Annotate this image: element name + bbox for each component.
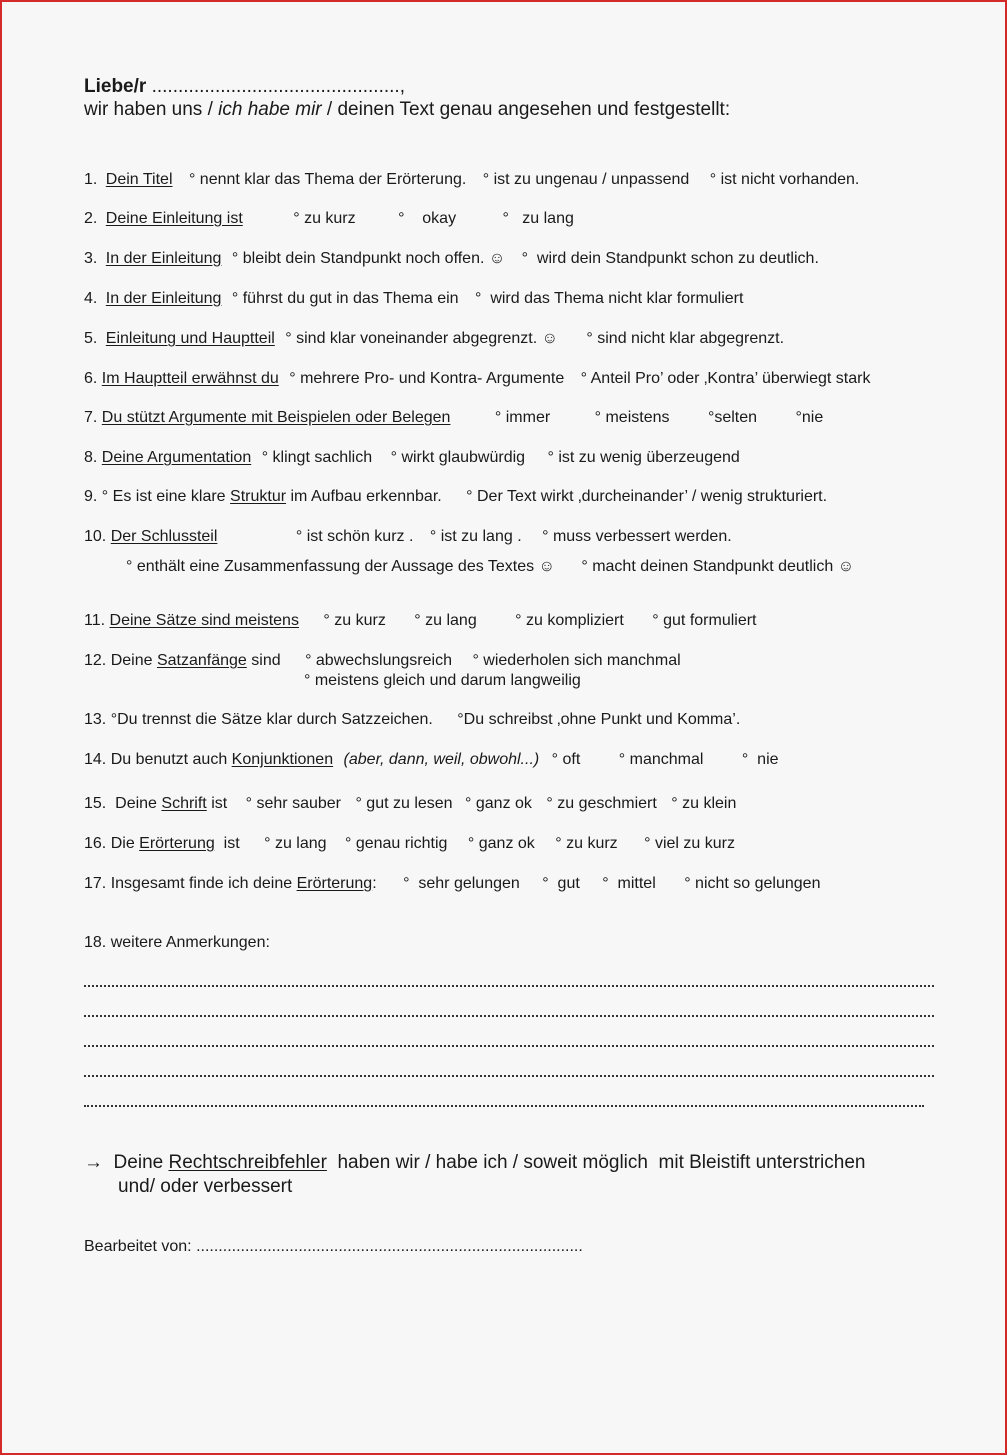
intro-part-c: / deinen Text genau angesehen und festgestellt: (321, 99, 731, 120)
item-number: 2. (84, 210, 98, 227)
option[interactable]: ° zu kurz (293, 210, 356, 227)
option[interactable]: ° Anteil Pro’ oder ‚Kontra’ überwiegt stark (580, 370, 871, 387)
item-number: 5. (84, 330, 98, 347)
item-text: Du benutzt auch (110, 751, 232, 768)
item-examples: (aber, dann, weil, obwohl...) (343, 751, 540, 768)
option[interactable]: ° wird das Thema nicht klar formuliert (475, 290, 744, 307)
option[interactable]: ° manchmal (618, 751, 704, 768)
item-10-continued (126, 557, 854, 577)
item-12-continued (304, 671, 581, 691)
item-number: 14. (84, 751, 107, 768)
item-label: Du stützt Argumente mit Beispielen oder Belegen (101, 409, 451, 426)
intro-part-b: ich habe mir (218, 99, 322, 120)
option[interactable]: ° okay (398, 210, 457, 227)
item-number: 15. (84, 795, 107, 812)
option[interactable]: ° ist nicht vorhanden. (709, 171, 860, 188)
item-15 (84, 794, 736, 814)
option[interactable]: ° mehrere Pro- und Kontra- Argumente (289, 370, 565, 387)
option[interactable]: ° führst du gut in das Thema ein (231, 290, 459, 307)
note-text: Deine (103, 1152, 169, 1173)
item-text: ist (214, 835, 240, 852)
greeting-name-blank[interactable]: ..............................................., (151, 76, 405, 97)
item-number: 11. (84, 612, 106, 629)
item-11 (84, 611, 757, 631)
option[interactable]: ° muss verbessert werden. (542, 528, 732, 545)
option[interactable]: ° ist zu ungenau / unpassend (482, 171, 690, 188)
option[interactable]: °Du trennst die Sätze klar durch Satzzeichen. (110, 711, 433, 728)
note-text: haben wir / habe ich / soweit möglich mit Bleistift unterstrichen (326, 1152, 866, 1173)
option[interactable]: ° ist zu lang . (429, 528, 522, 545)
item-number: 6. (84, 370, 98, 387)
option[interactable]: ° wiederholen sich manchmal (472, 652, 681, 669)
item-text: Deine (110, 652, 157, 669)
option[interactable]: ° immer (494, 409, 551, 426)
arrow-icon: → (84, 1152, 103, 1173)
option[interactable]: ° gut zu lesen (355, 795, 453, 812)
item-5 (84, 329, 784, 349)
item-text: Deine (110, 795, 162, 812)
item-2 (84, 209, 574, 229)
option[interactable]: ° enthält eine Zusammenfassung der Aussage des Textes ☺ (126, 558, 555, 575)
item-number: 3. (84, 250, 98, 267)
item-label: Einleitung und Hauptteil (105, 330, 275, 347)
option[interactable]: ° zu kompliziert (515, 612, 624, 629)
item-number: 10. (84, 528, 107, 545)
option[interactable]: ° gut (542, 875, 580, 892)
worksheet-header (84, 76, 964, 122)
greeting-salutation: Liebe/r (84, 76, 147, 97)
item-label: Erörterung (296, 875, 373, 892)
option[interactable]: ° sehr gelungen (403, 875, 520, 892)
option[interactable]: °selten (707, 409, 758, 426)
note-label: Rechtschreibfehler (168, 1152, 327, 1173)
item-number: 16. (84, 835, 107, 852)
item-9 (84, 487, 827, 507)
item-3 (84, 249, 819, 269)
option[interactable]: ° wird dein Standpunkt schon zu deutlich. (521, 250, 819, 267)
editor-footer (84, 1238, 583, 1256)
option[interactable]: ° nennt klar das Thema der Erörterung. (188, 171, 467, 188)
option[interactable]: ° ganz ok (465, 795, 532, 812)
item-number: 8. (84, 449, 98, 466)
option[interactable]: ° abwechslungsreich (305, 652, 452, 669)
remarks-line-4[interactable] (84, 1073, 934, 1077)
item-label: Im Hauptteil erwähnst du (101, 370, 279, 387)
option[interactable]: ° nie (741, 751, 779, 768)
note-text-line2: und/ oder verbessert (118, 1176, 293, 1197)
remarks-line-1[interactable] (84, 983, 934, 987)
option[interactable]: ° wirkt glaubwürdig (390, 449, 526, 466)
item-label: Deine Sätze sind meistens (109, 612, 299, 629)
option[interactable]: ° zu lang (502, 210, 574, 227)
option[interactable]: °nie (795, 409, 824, 426)
option[interactable]: ° mittel (602, 875, 656, 892)
item-text: : (372, 875, 377, 892)
option[interactable]: ° genau richtig (344, 835, 448, 852)
item-number: 18. (84, 934, 107, 951)
item-number: 13. (84, 711, 107, 728)
intro-line (84, 98, 964, 122)
item-label: Deine Argumentation (101, 449, 252, 466)
item-number: 4. (84, 290, 98, 307)
item-number: 1. (84, 171, 98, 188)
item-label: Dein Titel (105, 171, 173, 188)
item-16 (84, 834, 735, 854)
option[interactable]: ° klingt sachlich (261, 449, 373, 466)
item-14 (84, 750, 779, 770)
option[interactable]: ° viel zu kurz (644, 835, 735, 852)
item-label: weitere Anmerkungen: (110, 934, 270, 951)
item-13 (84, 710, 740, 730)
item-text: sind (246, 652, 281, 669)
footer-label: Bearbeitet von: (84, 1238, 197, 1255)
item-10 (84, 527, 732, 547)
spelling-note (84, 1151, 944, 1199)
option[interactable]: ° meistens gleich und darum langweilig (304, 672, 581, 689)
item-number: 9. (84, 488, 98, 505)
item-text: im Aufbau erkennbar. (286, 488, 442, 505)
item-8 (84, 448, 740, 468)
option[interactable]: ° sehr sauber (245, 795, 341, 812)
option[interactable]: ° meistens (594, 409, 670, 426)
item-text: Die (110, 835, 140, 852)
item-17 (84, 874, 820, 894)
option[interactable]: ° bleibt dein Standpunkt noch offen. ☺ (231, 250, 506, 267)
option[interactable]: ° zu klein (671, 795, 737, 812)
option[interactable]: ° zu lang (264, 835, 327, 852)
item-label: In der Einleitung (105, 290, 222, 307)
option[interactable]: ° sind nicht klar abgegrenzt. (586, 330, 785, 347)
remarks-line-2[interactable] (84, 1013, 934, 1017)
item-label: Struktur (230, 488, 287, 505)
item-label: Konjunktionen (231, 751, 334, 768)
remarks-line-3[interactable] (84, 1043, 934, 1047)
remarks-line-5[interactable] (84, 1103, 924, 1107)
item-label: Satzanfänge (156, 652, 247, 669)
item-4 (84, 289, 743, 309)
greeting-line (84, 76, 964, 98)
item-text[interactable]: ° Es ist eine klare (101, 488, 231, 505)
option[interactable]: °Du schreibst ‚ohne Punkt und Komma’. (457, 711, 741, 728)
option[interactable]: ° zu geschmiert (546, 795, 657, 812)
intro-part-a: wir haben uns / (84, 99, 219, 120)
option[interactable]: ° Der Text wirkt ‚durcheinander’ / wenig strukturiert. (466, 488, 828, 505)
item-label: Deine Einleitung ist (105, 210, 243, 227)
item-number: 17. (84, 875, 107, 892)
item-7 (84, 408, 823, 428)
item-text: ist (206, 795, 228, 812)
item-6 (84, 369, 870, 389)
option[interactable]: ° ganz ok (467, 835, 535, 852)
item-12 (84, 651, 681, 671)
item-1 (84, 170, 859, 190)
option[interactable]: ° zu lang (414, 612, 477, 629)
item-label: Der Schlussteil (110, 528, 218, 545)
option[interactable]: ° ist zu wenig überzeugend (547, 449, 740, 466)
item-18 (84, 933, 270, 953)
option[interactable]: ° nicht so gelungen (684, 875, 821, 892)
option[interactable]: ° zu kurz (323, 612, 386, 629)
item-number: 12. (84, 652, 107, 669)
option[interactable]: ° sind klar voneinander abgegrenzt. ☺ (285, 330, 558, 347)
option[interactable]: ° zu kurz (555, 835, 618, 852)
item-label: Erörterung (139, 835, 215, 852)
option[interactable]: ° gut formuliert (652, 612, 757, 629)
item-label: In der Einleitung (105, 250, 222, 267)
item-label: Schrift (161, 795, 207, 812)
option[interactable]: ° ist schön kurz . (295, 528, 414, 545)
item-text: Insgesamt finde ich deine (110, 875, 297, 892)
option[interactable]: ° macht deinen Standpunkt deutlich ☺ (581, 558, 855, 575)
item-number: 7. (84, 409, 98, 426)
editor-name-blank[interactable]: ....................................................................................... (196, 1238, 583, 1255)
option[interactable]: ° oft (551, 751, 581, 768)
